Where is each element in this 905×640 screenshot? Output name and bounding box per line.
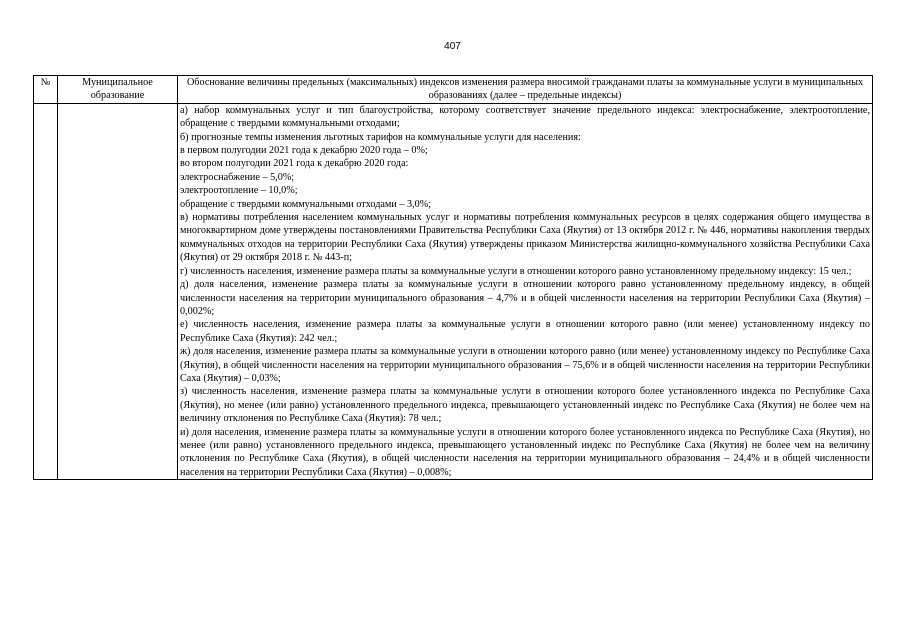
paragraph-d: д) доля населения, изменение размера платы за коммунальные услуги в отношении которого равно установленному предельному индексу, в общей численности населения на территории муниципального образования – 4,7% и в общей численности населения на территории Республики Саха (Якутия) – 0,002%; — [180, 279, 870, 317]
header-municipality: Муниципальное образование — [58, 76, 178, 104]
cell-justification — [178, 103, 873, 479]
cell-municipality — [58, 103, 178, 479]
header-number: № — [34, 76, 58, 104]
paragraph-b-first-half: в первом полугодии 2021 года к декабрю 2020 года – 0%; — [180, 145, 428, 157]
paragraph-zh: ж) доля населения, изменение размера платы за коммунальные услуги в отношении которого равно (или менее) установленному индексу по Республике Саха (Якутия), в общей численности населения на территории муниципального образования – 75,6% и в общей численности населения на территории Республики Саха (Якутия) – 0,03%; — [180, 346, 870, 384]
paragraph-g: г) численность населения, изменение размера платы за коммунальные услуги в отношении которого равно установленному предельному индексу: 15 чел.; — [180, 265, 852, 277]
paragraph-b-waste: обращение с твердыми коммунальными отходами – 3,0%; — [180, 198, 432, 210]
paragraph-z: з) численность населения, изменение размера платы за коммунальные услуги в отношении которого более установленного индекса по Республике Саха (Якутия), но менее (или равно) установленного предельного индекса, превышающего установленный индекс по Республике Саха (Якутия) не более чем на величину отклонения по Республике Саха (Якутия): 78 чел.; — [180, 386, 870, 425]
paragraph-e: е) численность населения, изменение размера платы за коммунальные услуги в отношении которого равно (или менее) установленному индексу по Республике Саха (Якутия): 242 чел.; — [180, 319, 870, 344]
paragraph-b: б) прогнозные темпы изменения льготных тарифов на коммунальные услуги для населения: — [180, 131, 581, 143]
paragraph-a: а) набор коммунальных услуг и тип благоустройства, которому соответствует значение предельного индекса: электроснабжение, электроотопление, обращение с твердыми коммунальными отходами; — [180, 104, 870, 130]
paragraph-b-second-half: во втором полугодии 2021 года к декабрю 2020 года: — [180, 158, 409, 170]
page-number: 407 — [444, 41, 461, 52]
cell-number — [34, 103, 58, 479]
header-justification: Обоснование величины предельных (максимальных) индексов изменения размера вносимой гражданами платы за коммунальные услуги в муниципальных образованиях (далее – предельные индексы) — [178, 76, 873, 104]
paragraph-b-electric-heating: электроотопление – 10,0%; — [180, 185, 298, 197]
paragraph-b-electricity: электроснабжение – 5,0%; — [180, 171, 295, 183]
justification-table — [33, 75, 873, 480]
table-row — [34, 103, 873, 479]
table-header-row — [34, 76, 873, 104]
paragraph-v: в) нормативы потребления населением коммунальных услуг и нормативы потребления коммунальных ресурсов в целях содержания общего имущества в многоквартирном доме утверждены постановлениями Правительства Республики Саха (Якутия) от 13 октября 2012 г. № 446, нормативы накопления твердых коммунальных отходов на территории Республики Саха (Якутия) утверждены приказом Министерства жилищно-коммунального хозяйства Республики Саха (Якутия) от 29 октября 2018 г. № 443-п; — [180, 212, 870, 264]
paragraph-i: и) доля населения, изменение размера платы за коммунальные услуги в отношении которого более установленного индекса по Республике Саха (Якутия), но менее (или равно) установленного предельного индекса, превышающего установленный индекс по Республике Саха (Якутия) не более чем на величину отклонения по Республике Саха (Якутия), в общей численности населения на территории муниципального образования – 24,4% и в общей численности населения на территории Республики Саха (Якутия) – 0,008%; — [180, 426, 870, 478]
